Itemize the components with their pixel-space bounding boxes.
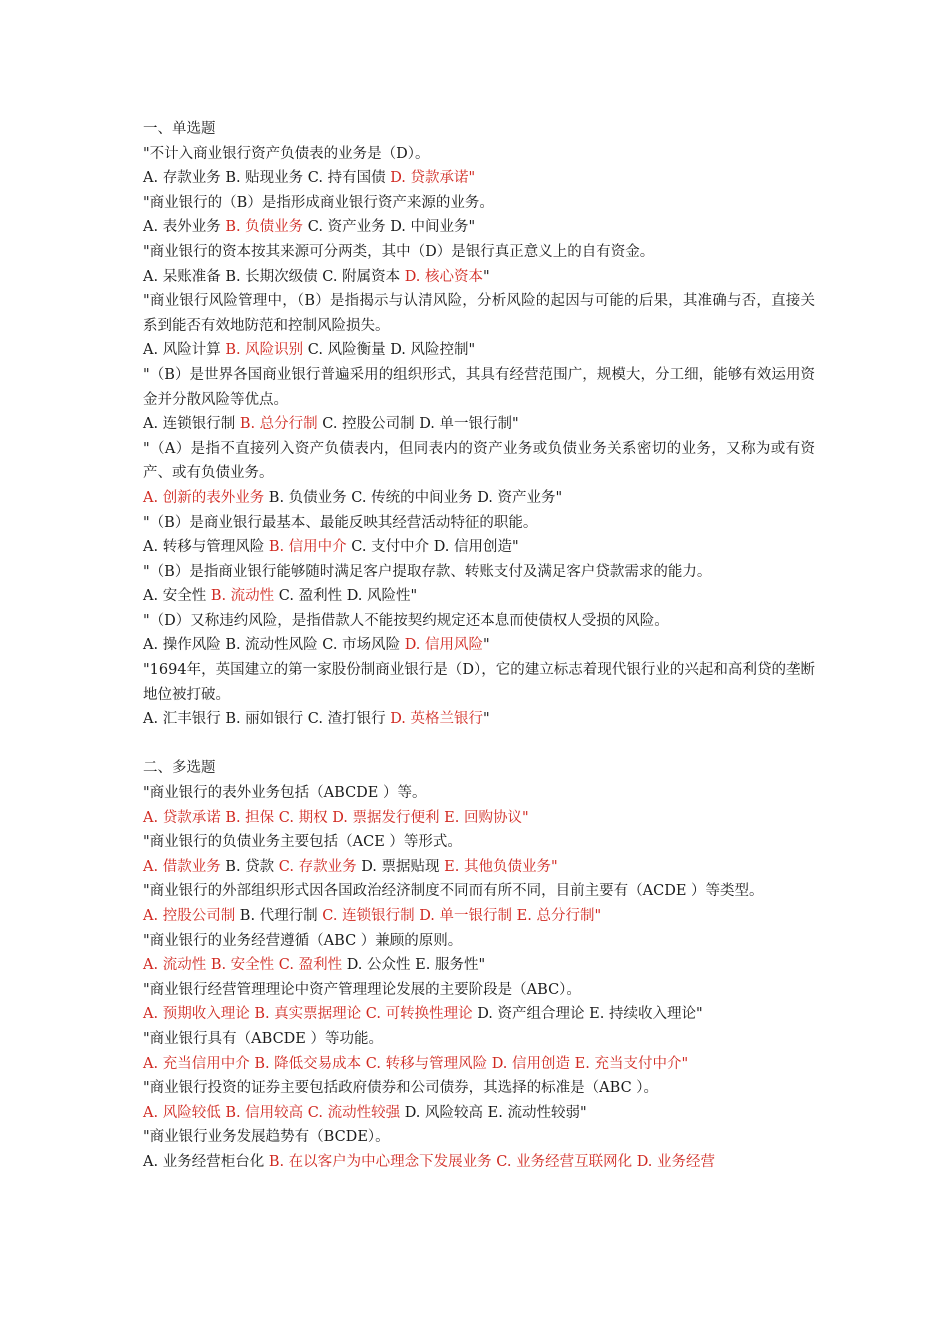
options-line: [143, 166, 815, 191]
options-line: [143, 535, 815, 560]
correct-option: A. 流动性: [143, 957, 211, 974]
correct-option: C. 可转换性理论: [365, 1006, 473, 1023]
correct-option: B. 担保: [225, 809, 279, 826]
option: A. 风险计算: [143, 342, 226, 359]
correct-option: B. 负债业务: [225, 219, 304, 236]
section-heading: 二、多选题: [143, 760, 216, 777]
option: A. 转移与管理风险: [143, 539, 269, 556]
correct-option: B. 风险识别: [225, 342, 304, 359]
option: C. 控股公司制: [317, 416, 420, 433]
question-text: "（A）是指不直接列入资产负债表内，但同表内的资产业务或负债业务关系密切的业务，又称为或有资产、或有负债业务。: [143, 440, 815, 482]
options-line: [143, 265, 815, 290]
question-text: "不计入商业银行资产负债表的业务是（D）。: [143, 145, 430, 162]
correct-option: B. 总分行制: [239, 416, 318, 433]
option: D. 风险控制": [390, 342, 476, 359]
question-text: "商业银行业务发展趋势有（BCDE）。: [143, 1129, 390, 1146]
options-line: [143, 1002, 815, 1027]
option: D. 风险较高: [400, 1104, 488, 1121]
correct-option: C. 盈利性: [278, 957, 343, 974]
correct-option: E. 总分行制": [516, 908, 602, 924]
option: E. 持续收入理论": [589, 1006, 703, 1023]
option: D. 风险性": [346, 588, 418, 605]
option: B. 负债业务: [264, 489, 352, 506]
option: B. 贷款: [220, 858, 279, 875]
option: B. 流动性风险: [225, 637, 323, 654]
question-text: "商业银行的表外业务包括（ABCDE ）等。: [143, 785, 427, 802]
correct-option: A. 贷款承诺: [143, 809, 226, 826]
options-line: [143, 633, 815, 658]
correct-option: E. 回购协议": [444, 809, 529, 826]
correct-option: D. 贷款承诺: [390, 170, 469, 187]
option: C. 附属资本: [322, 268, 405, 285]
question-text: "商业银行的负债业务主要包括（ACE ）等形式。: [143, 834, 462, 851]
section-gap: [143, 732, 815, 757]
correct-option: D. 业务经营: [636, 1153, 716, 1170]
options-line: [143, 953, 815, 978]
question-text: "商业银行的资本按其来源可分两类，其中（D）是银行真正意义上的自有资金。: [143, 243, 655, 260]
option: B. 丽如银行: [225, 711, 308, 728]
option: E. 流动性较弱": [487, 1104, 587, 1121]
options-line: [143, 584, 815, 609]
option: D. 信用创造": [433, 539, 519, 556]
option: ": [483, 711, 490, 728]
options-line: [143, 486, 815, 511]
options-line: [143, 338, 815, 363]
option: D. 单一银行制": [419, 416, 519, 433]
options-line: [143, 215, 815, 240]
options-line: [143, 1150, 815, 1175]
option: B. 长期次级债: [225, 268, 323, 285]
correct-option: B. 信用较高: [225, 1104, 308, 1121]
correct-option: A. 充当信用中介: [143, 1055, 255, 1072]
correct-option: A. 控股公司制: [143, 908, 236, 924]
option: D. 资产业务": [477, 489, 563, 506]
correct-option: B. 信用中介: [268, 539, 347, 556]
correct-option: A. 预期收入理论: [143, 1006, 255, 1023]
option: A. 连锁银行制: [143, 416, 240, 433]
options-line: [143, 806, 815, 831]
correct-option: D. 信用风险: [404, 637, 484, 654]
question-text: "商业银行经营管理理论中资产管理理论发展的主要阶段是（ABC）。: [143, 981, 581, 998]
option: A. 汇丰银行: [143, 711, 226, 728]
question-text: "（B）是世界各国商业银行普遍采用的组织形式，其具有经营范围广，规模大，分工细，能够有效运用资金并分散风险等优点。: [143, 366, 815, 408]
options-line: [143, 904, 815, 929]
question-text: "商业银行的外部组织形式因各国政治经济制度不同而有所不同，目前主要有（ACDE ）等类型。: [143, 883, 764, 900]
question-text: "商业银行的业务经营遵循（ABC ）兼顾的原则。: [143, 932, 463, 949]
option: A. 业务经营柜台化: [143, 1153, 269, 1170]
correct-option: B. 流动性: [210, 588, 275, 605]
correct-option: B. 真实票据理论: [254, 1006, 366, 1023]
option: C. 渣打银行: [307, 711, 391, 728]
correct-option: B. 安全性: [210, 957, 279, 974]
options-line: [143, 855, 815, 880]
question-text: "商业银行的（B）是指形成商业银行资产来源的业务。: [143, 194, 494, 211]
question-text: "商业银行投资的证券主要包括政府债券和公司债券，其选择的标准是（ABC ）。: [143, 1080, 659, 1097]
question-text: "商业银行具有（ABCDE ）等功能。: [143, 1030, 383, 1047]
option: C. 市场风险: [322, 637, 405, 654]
correct-option: E. 充当支付中介": [574, 1055, 689, 1072]
correct-option: B. 降低交易成本: [254, 1055, 366, 1072]
option: C. 支付中介: [346, 539, 434, 556]
question-text: "商业银行风险管理中，（B）是指揭示与认清风险，分析风险的起因与可能的后果，其准确与否，直接关系到能否有效地防范和控制风险损失。: [143, 293, 815, 334]
option: A. 操作风险: [143, 637, 226, 654]
correct-option: D. 票据发行便利: [332, 809, 445, 826]
question-text: "（B）是指商业银行能够随时满足客户提取存款、转账支付及满足客户贷款需求的能力。: [143, 563, 712, 580]
option: D. 公众性: [342, 957, 416, 974]
option: E. 服务性": [415, 957, 486, 974]
correct-option: C. 转移与管理风险: [365, 1055, 492, 1072]
correct-option: A. 借款业务: [143, 858, 221, 875]
option: ": [483, 268, 490, 285]
correct-option: E. 其他负债业务": [444, 858, 558, 875]
correct-option: D. 英格兰银行: [390, 711, 484, 728]
question-text: "（B）是商业银行最基本、最能反映其经营活动特征的职能。: [143, 514, 538, 531]
question-text: "1694年，英国建立的第一家股份制商业银行是（D），它的建立标志着现代银行业的兴起和高利贷的垄断地位被打破。: [143, 662, 815, 703]
options-line: [143, 707, 815, 732]
option: D. 资产组合理论: [472, 1006, 590, 1023]
correct-option: C. 连锁银行制: [322, 908, 420, 924]
correct-option: C. 流动性较强: [307, 1104, 401, 1121]
option: C. 资产业务: [303, 219, 391, 236]
option: ": [483, 637, 490, 654]
correct-option: C. 期权: [278, 809, 333, 826]
options-line: [143, 1101, 815, 1126]
option: C. 传统的中间业务: [351, 489, 478, 506]
option: A. 安全性: [143, 588, 211, 605]
correct-option: D. 核心资本: [404, 268, 484, 285]
correct-option: A. 创新的表外业务: [143, 489, 265, 506]
option: D. 中间业务": [390, 219, 476, 236]
correct-option: ": [468, 170, 476, 187]
document-page: [143, 117, 815, 1175]
option: B. 贴现业务: [225, 170, 308, 187]
option: A. 存款业务: [143, 170, 226, 187]
option: B. 代理行制: [235, 908, 323, 924]
options-line: [143, 412, 815, 437]
question-text: "（D）又称违约风险，是指借款人不能按契约规定还本息而使债权人受损的风险。: [143, 612, 669, 629]
section-heading: 一、单选题: [143, 121, 216, 137]
option: C. 持有国债: [307, 170, 391, 187]
correct-option: B. 在以客户为中心理念下发展业务: [268, 1153, 497, 1170]
option: D. 票据贴现: [356, 858, 445, 875]
correct-option: D. 单一银行制: [419, 908, 517, 924]
correct-option: C. 业务经营互联网化: [496, 1153, 637, 1170]
correct-option: C. 存款业务: [278, 858, 357, 875]
option: C. 盈利性: [274, 588, 347, 605]
correct-option: D. 信用创造: [491, 1055, 575, 1072]
option: C. 风险衡量: [303, 342, 391, 359]
options-line: [143, 1052, 815, 1077]
option: A. 表外业务: [143, 219, 226, 236]
option: A. 呆账准备: [143, 268, 226, 285]
correct-option: A. 风险较低: [143, 1104, 226, 1121]
